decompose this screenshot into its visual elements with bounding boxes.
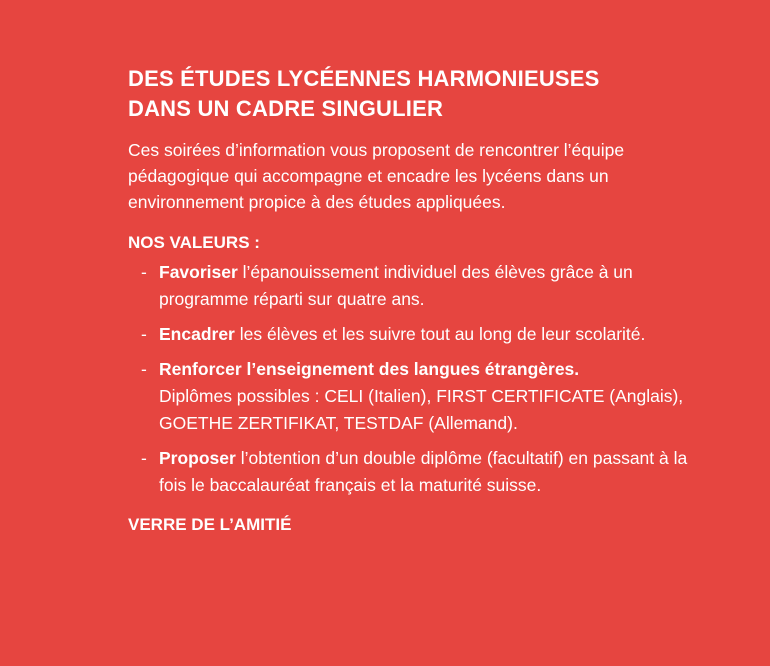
dash-bullet: - xyxy=(141,262,147,282)
value-keyword: Renforcer l’enseignement des langues étrangères. xyxy=(159,359,580,379)
value-text: les élèves et les suivre tout au long de leur scolarité. xyxy=(234,324,646,344)
values-list xyxy=(128,259,688,499)
list-item xyxy=(128,321,688,348)
list-item xyxy=(128,356,688,437)
intro-paragraph: Ces soirées d’information vous proposent de rencontrer l’équipe pédagogique qui accompagne et encadre les lycéens dans un environnement propice à des études appliquées. xyxy=(128,140,625,212)
list-item xyxy=(128,445,688,499)
value-keyword: Proposer xyxy=(159,448,236,468)
value-text: l’obtention d’un double diplôme (facultatif) en passant à la fois le baccalauréat français et la maturité suisse. xyxy=(159,448,688,495)
document-panel xyxy=(128,64,688,537)
dash-bullet: - xyxy=(141,359,147,379)
value-subtext: Diplômes possibles : CELI (Italien), FIRST CERTIFICATE (Anglais), GOETHE ZERTIFIKAT, TESTDAF (Allemand). xyxy=(159,386,684,433)
value-keyword: Favoriser xyxy=(159,262,238,282)
value-text: l’épanouissement individuel des élèves grâce à un programme réparti sur quatre ans. xyxy=(159,262,633,309)
dash-bullet: - xyxy=(141,448,147,468)
dash-bullet: - xyxy=(141,324,147,344)
values-heading: NOS VALEURS : xyxy=(128,233,260,252)
page-title xyxy=(128,64,688,124)
title-line-2: DANS UN CADRE SINGULIER xyxy=(128,96,444,121)
footer-heading: VERRE DE L’AMITIÉ xyxy=(128,515,292,534)
title-line-1: DES ÉTUDES LYCÉENNES HARMONIEUSES xyxy=(128,66,600,91)
list-item xyxy=(128,259,688,313)
value-keyword: Encadrer xyxy=(159,324,235,344)
